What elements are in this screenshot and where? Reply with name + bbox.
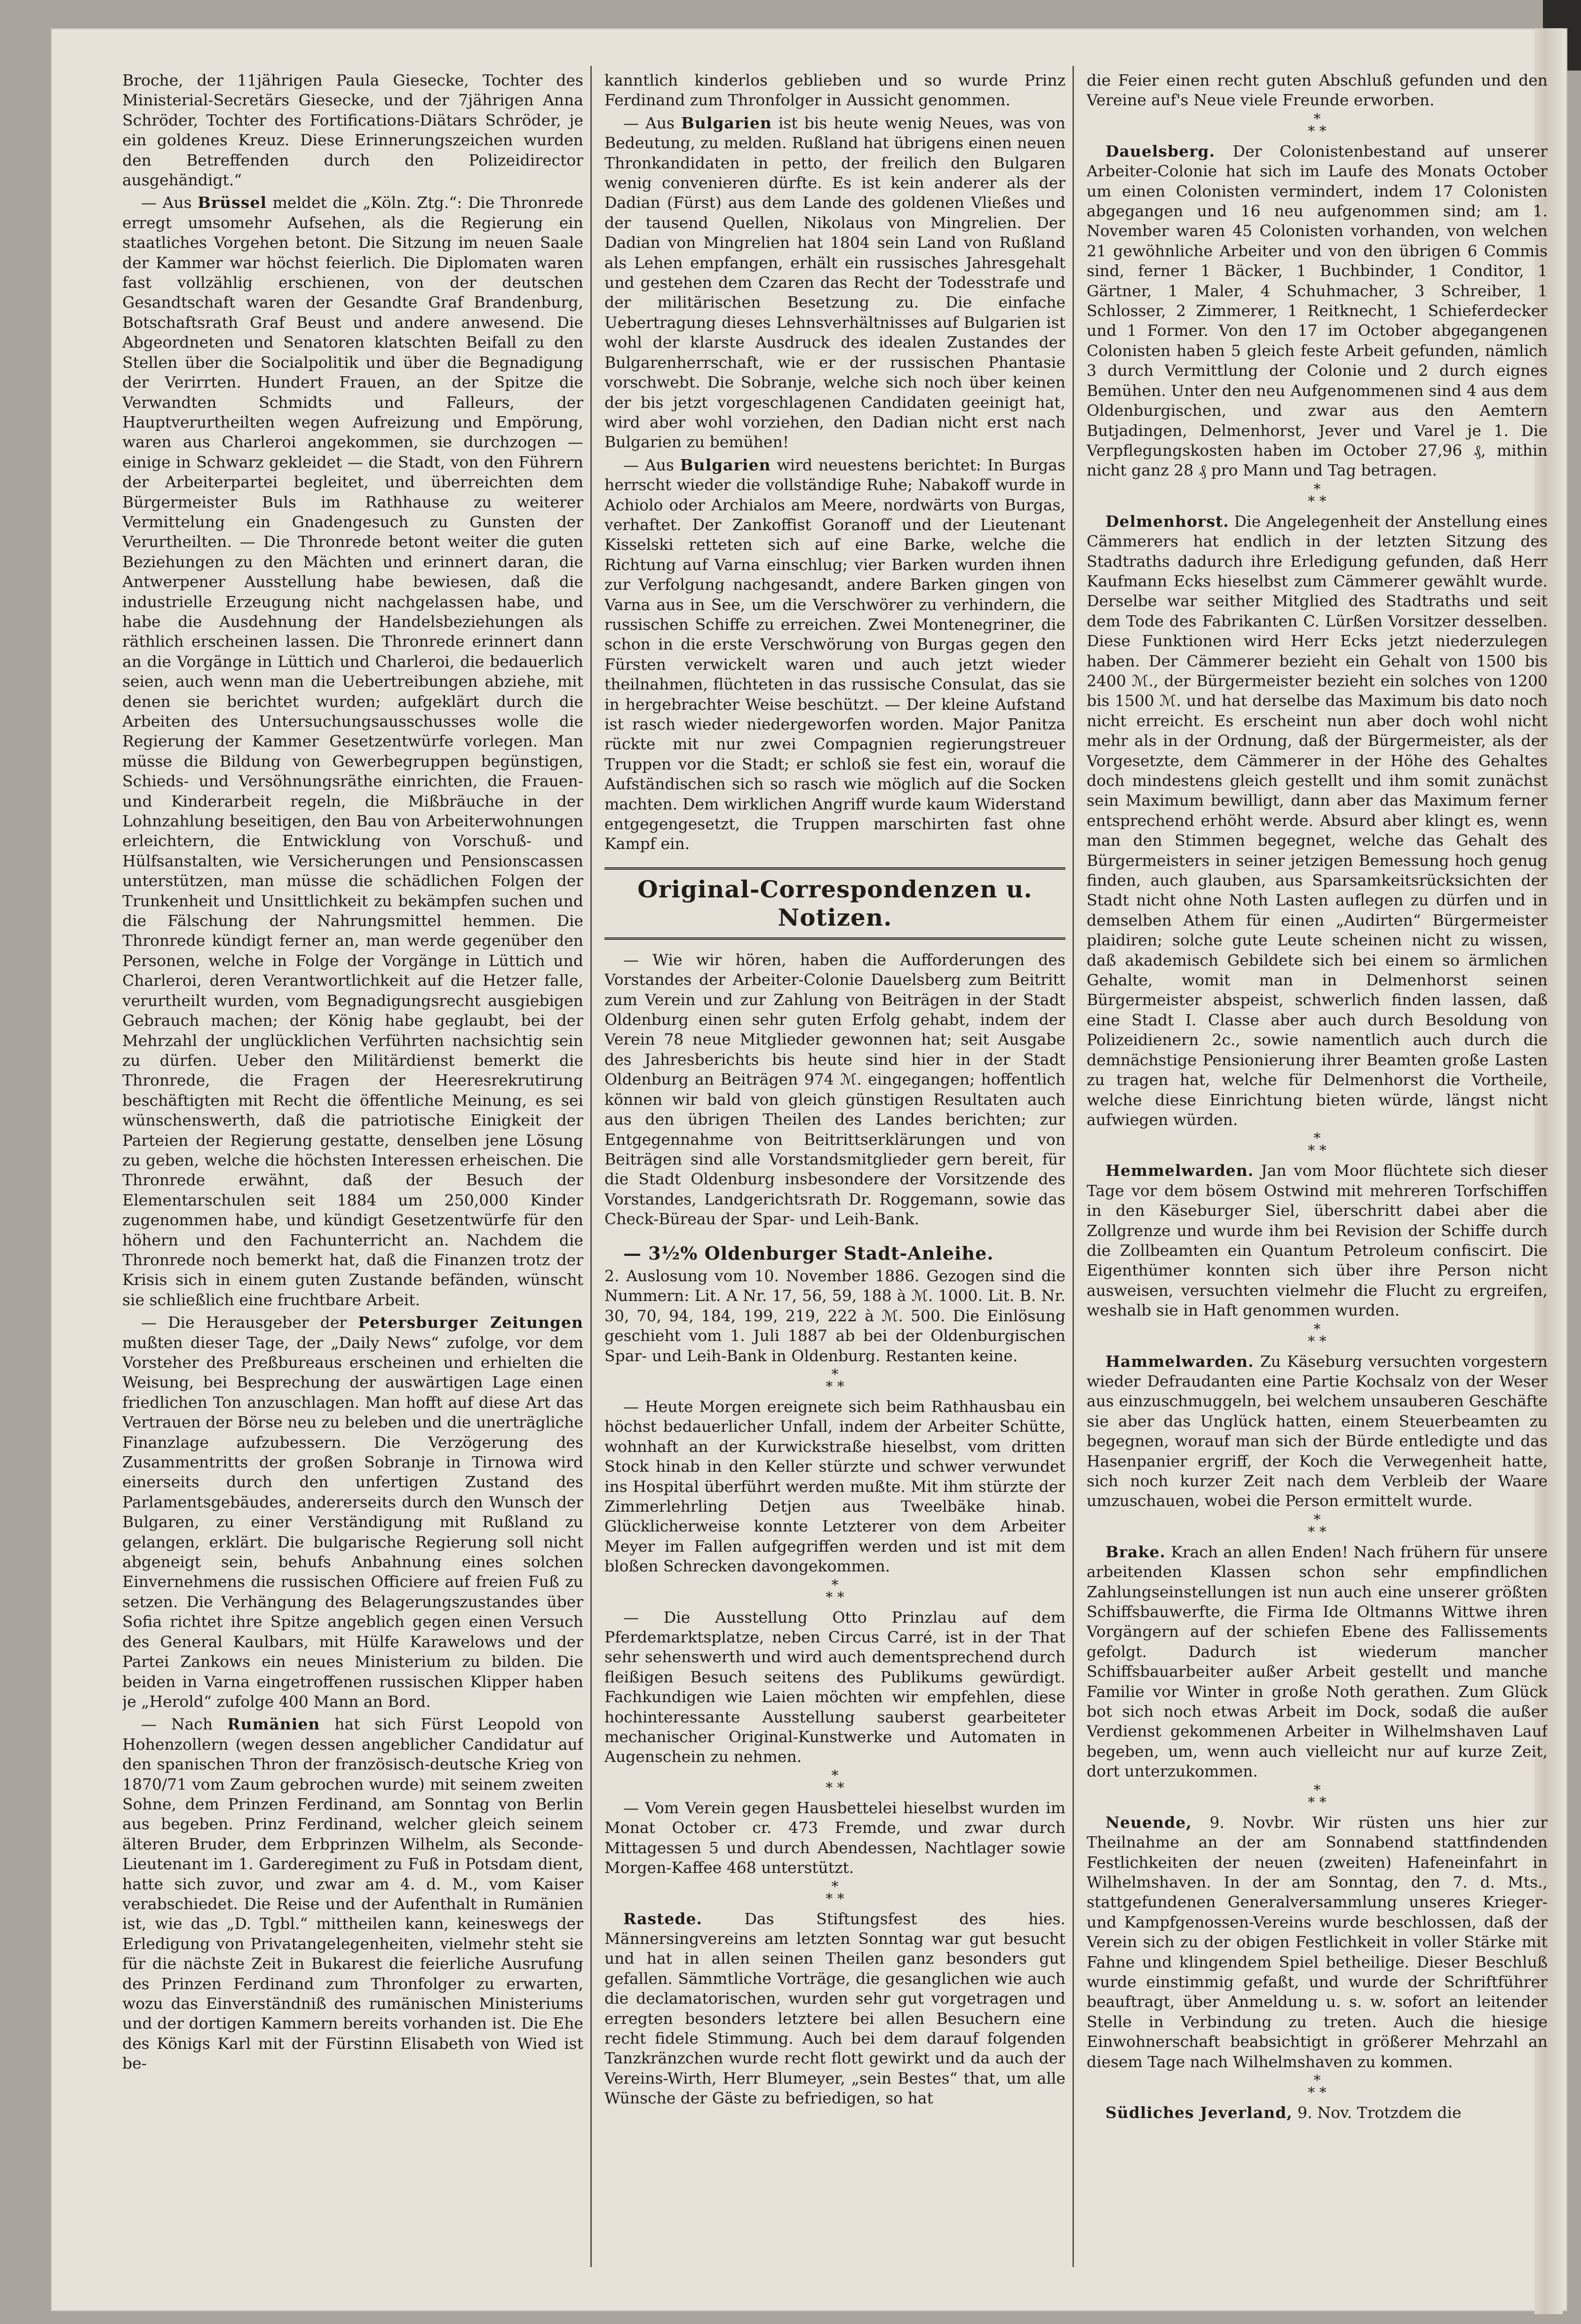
article-rastede: Rastede. Das Stiftungsfest des hies. Männersingvereins am letzten Sonntag war gut besucht und hat in allen seinen Theilen ganz besonders gut gefallen. Sämmtliche Vorträge, die gesanglichen wie auch die declamatorischen, wurden sehr gut vorgetragen und erregten besonders letztere bei allen Besuchern eine recht fidele Stimmung. Auch bei dem darauf folgenden Tanzkränzchen wurde recht flott gewirkt und da auch der Vereins-Wirth, Herr Blumeyer, „sein Bestes“ that, um alle Wünsche der Gäste zu befriedigen, so hat — [604, 1909, 1065, 2108]
article-paragraph: kanntlich kinderlos geblieben und so wurde Prinz Ferdinand zum Thronfolger in Aussicht genommen. — [604, 71, 1065, 110]
article-begging: — Vom Verein gegen Hausbettelei hieselbst wurden im Monat October cr. 473 Fremde, und zwar durch Mittagessen 5 und durch Abendessen, Nachtlager sowie Morgen-Kaffee 468 unterstützt. — [604, 1798, 1065, 1877]
headline-hemmelwarden: Hemmelwarden. — [1105, 1161, 1254, 1180]
article-paragraph: die Feier einen recht guten Abschluß gefunden und den Vereine auf's Neue viele Freunde erworben. — [1087, 71, 1548, 110]
headline-bulgaria: Bulgarien — [680, 455, 771, 474]
separator-stars: * * * — [1308, 111, 1327, 140]
article-brake: Brake. Krach an allen Enden! Nach frühern für unsere arbeitenden Klassen schon sehr empfindlichen Zahlungseinstellungen ist nun auch eine unserer größten Schiffsbauwerfte, die Firma Ide Oltmanns Wittwe ihren Vorgängern auf der schiefen Ebene des Fallissements gefolgt. Dadurch ist wiederum mancher Schiffsbauarbeiter außer Arbeit gestellt und manche Familie vor Winter in große Noth gerathen. Zum Glück bot sich noch etwas Arbeit im Dock, sodaß die außer Verdienst gekommenen Arbeiter in Wilhelmshaven Lauf begeben, um, wenn auch vielleicht nur auf kurze Zeit, dort unterzukommen. — [1087, 1542, 1548, 1781]
headline-delmenhorst: Delmenhorst. — [1105, 512, 1229, 531]
article-exhibition: — Die Ausstellung Otto Prinzlau auf dem Pferdemarktsplatze, neben Circus Carré, ist in der That sehr sehenswerth und wird auch dementsprechend durch fleißigen Besuch seitens des Publikums gewürdigt. Fachkundigen wie Laien möchten wir empfehlen, diese hochinteressante Ausstellung sauberst gearbeiteter mechanischer Original-Kunstwerke und Automaten in Augenschein zu nehmen. — [604, 1608, 1065, 1766]
headline-neuende: Neuende, — [1105, 1813, 1192, 1832]
article-delmenhorst: Delmenhorst. Die Angelegenheit der Anstellung eines Cämmerers hat endlich in der letzten Sitzung des Stadtraths dadurch ihre Erledigung gefunden, daß Herr Kaufmann Ecks hieselbst zum Cämmerer gewählt wurde. Derselbe war seither Mitglied des Stadtraths und seit dem Tode des Fabrikanten C. Lürßen Vorsitzer desselben. Diese Funktionen wird Herr Ecks jetzt niederzulegen haben. Der Cämmerer bezieht ein Gehalt von 1500 bis 2400 ℳ., der Bürgermeister bezieht ein solches von 1200 bis 1500 ℳ. und hat derselbe das Maximum bis dato noch nicht erreicht. Es erscheint nun aber doch wohl nicht mehr als in der Ordnung, daß der Bürgermeister, als der Vorgesetzte, dem Cämmerer in der Höhe des Gehaltes doch mindestens gleich gestellt und ihm somit zunächst sein Maximum bewilligt, dann aber das Maximum ferner entsprechend erhöht werde. Absurd aber klingt es, wenn man den Stimmen begegnet, welche das Gehalt des Bürgermeisters in seiner jetzigen Bemessung hoch genug finden, auch glauben, aus Sparsamkeitsrücksichten der Stadt nicht ohne Noth Lasten auflegen zu dürfen und in demselben Athem für einen „Audirten“ Bürgermeister plaidiren; solche gute Leute scheinen nicht zu wissen, daß akademisch Gebildete sich bei einem so ärmlichen Gehalte, womit man in Delmenhorst seinen Bürgermeister abspeist, schwerlich finden lassen, daß eine Stadt I. Classe aber auch durch Besoldung von Polizeidienern 2c., sowie namentlich auch durch die demnächstige Pensionierung ihrer Beamten große Lasten zu tragen hat, welche für Delmenhorst die Vortheile, welche diese Einrichtung bieten würde, längst nicht aufwiegen würden. — [1087, 512, 1548, 1129]
column-rule — [1073, 66, 1074, 2267]
article-neuende: Neuende, 9. Novbr. Wir rüsten uns hier zur Theilnahme an der am Sonnabend stattfindenden Festlichkeiten der neuen (zweiten) Hafeneinfahrt in Wilhelmshaven. In der am Sonntag, den 7. d. Mts., stattgefundenen Generalversammlung unseres Krieger- und Kampfgenossen-Vereins wurde beschlossen, daß der Verein sich zu der obigen Festlichkeit in voller Stärke mit Fahne und klingendem Spiel betheilige. Dieser Beschluß wurde einstimmig gefaßt, und wurde der Schriftführer beauftragt, über Anmeldung u. s. w. sofort an leitender Stelle in Verbindung zu treten. Auch die hiesige Einwohnerschaft beabsichtigt in größerer Mehrzahl an diesem Tage nach Wilhelmshaven zu kommen. — [1087, 1813, 1548, 2071]
separator-stars: * * * — [1308, 481, 1327, 510]
separator-stars: * * * — [1308, 1130, 1327, 1159]
column-1 — [122, 71, 583, 2244]
article-bulgaria-1: — Aus Bulgarien ist bis heute wenig Neues, was von Bedeutung, zu melden. Rußland hat übrigens einen neuen Thronkandidaten in petto, der freilich den Bulgaren wenig convenieren dürfte. Es ist kein anderer als der Dadian (Fürst) aus dem Lande des goldenen Vließes und der tausend Quellen, Nikolaus von Mingrelien. Der Dadian von Mingrelien hat 1804 sein Land von Rußland als Lehen empfangen, erhält ein russisches Jahresgehalt und gestehen dem Czaren das Recht der Todesstrafe und der militärischen Besetzung zu. Die einfache Uebertragung dieses Lehnsverhältnisses auf Bulgarien ist wohl der klarste Ausdruck des idealen Zustandes der Bulgarenherrschaft, wie er der russischen Phantasie vorschwebt. Die Sobranje, welche sich noch über keinen der bis jetzt vorgeschlagenen Candidaten geeinigt hat, wird aber wohl vorziehen, den Dadian nicht erst nach Bulgarien zu bemühen! — [604, 113, 1065, 452]
separator-stars: * * * — [826, 1577, 844, 1606]
article-hemmelwarden: Hemmelwarden. Jan vom Moor flüchtete sich dieser Tage vor dem bösem Ostwind mit mehreren Torfschiffen in den Käseburger Siel, überschritt dabei aber die Zollgrenze und wurde ihm bei Revision der Schiffe durch die Zollbeamten ein Quantum Petroleum confiscirt. Die Eigenthümer konnten sich über ihre Person nicht ausweisen, versuchten vielmehr die Flucht zu ergreifen, weshalb sie in Haft genommen wurden. — [1087, 1161, 1548, 1320]
headline-hammelwarden: Hammelwarden. — [1105, 1352, 1254, 1371]
article-colony: — Wie wir hören, haben die Aufforderungen des Vorstandes der Arbeiter-Colonie Dauelsberg zum Beitritt zum Verein und zur Zahlung von Beiträgen in der Stadt Oldenburg einen sehr guten Erfolg gehabt, indem der Verein 78 neue Mitglieder gewonnen hat; seit Ausgabe des Jahresberichts bis heute sind hier in der Stadt Oldenburg an Beiträgen 974 ℳ. eingegangen; hoffentlich können wir bald von gleich günstigen Resultaten auch aus den übrigen Theilen des Landes berichten; zur Entgegennahme von Beitrittserklärungen und von Beiträgen sind alle Vorstandsmitglieder gern bereit, für die Stadt Oldenburg insbesondere der Vorsitzende des Vorstandes, Landgerichtsrath Dr. Roggemann, sowie das Check-Büreau der Spar- und Leih-Bank. — [604, 950, 1065, 1229]
separator-stars: * * * — [1308, 1321, 1327, 1350]
article-petersburg: — Die Herausgeber der Petersburger Zeitungen mußten dieser Tage, der „Daily News“ zufolge, vor dem Vorsteher des Preßbureaus erscheinen und erhielten die Weisung, bei Besprechung der auswärtigen Lage einen friedlichen Ton anzuschlagen. Man hofft auf diese Art das Vertrauen der Börse neu zu beleben und die unerträgliche Finanzlage aufzubessern. Die Verzögerung des Zusammentritts der großen Sobranje in Tirnowa wird einerseits durch den unfertigen Zustand des Parlamentsgebäudes, andererseits durch den Wunsch der Bulgaren, zu einer Verständigung mit Rußland zu gelangen, erklärt. Die bulgarische Regierung soll nicht abgeneigt sein, behufs Anbahnung eines solchen Einvernehmens die russischen Officiere auf freien Fuß zu setzen. Die Verhängung des Belagerungszustandes über Sofia richtet ihre Spitze angeblich gegen einen Versuch des General Kaulbars, mit Hülfe Karawelows und der Partei Zankows ein neues Ministerium zu bilden. Die beiden in Varna eingetroffenen russischen Klipper haben je „Herold“ zufolge 400 Mann an Bord. — [122, 1313, 583, 1711]
headline-rastede: Rastede. — [623, 1909, 702, 1928]
article-jeverland: Südliches Jeverland, 9. Nov. Trotzdem die — [1105, 2103, 1462, 2122]
headline-dauelsberg: Dauelsberg. — [1105, 142, 1216, 160]
headline-jeverland: Südliches Jeverland, — [1105, 2103, 1293, 2122]
headline-romania: Rumänien — [227, 1715, 320, 1734]
article-bulgaria-2: — Aus Bulgarien wird neuestens berichtet: In Burgas herrscht wieder die vollständige Ruhe; Nabakoff wurde in Achiolo oder Archialos am Meere, nordwärts von Burgas, verhaftet. Der Zankoffist Goranoff und der Lieutenant Kisselski retteten sich auf eine Barke, welche die Richtung auf Varna einschlug; vier Barken wurden ihnen zur Verfolgung nachgesandt, andere Barken gingen von Varna aus in See, um die Verschwörer zu verhindern, die russischen Schiffe zu erreichen. Zwei Montenegriner, die schon in die erste Verschwörung von Burgas gegen den Fürsten verwickelt waren und auch jetzt wieder theilnahmen, flüchteten in das russische Consulat, das sie in hergebrachter Weise beschützt. — Der kleine Aufstand ist rasch wieder niedergeworfen worden. Major Panitza rückte mit nur zwei Compagnien regierungstreuer Truppen vor die Stadt; er schloß sie fest ein, worauf die Aufständischen sich so rasch wie möglich auf die Socken machten. Dem wirklichen Angriff wurde kaum Widerstand entgegengesetzt, die Truppen marschirten fast ohne Kampf ein. — [604, 455, 1065, 853]
article-dauelsberg: Dauelsberg. Der Colonistenbestand auf unserer Arbeiter-Colonie hat sich im Laufe des Monats October um einen Colonisten vermindert, indem 17 Colonisten abgegangen und 16 neu aufgenommen sind; am 1. November waren 45 Colonisten vorhanden, von welchen 21 gewöhnliche Arbeiter und von den übrigen 6 Commis sind, ferner 1 Bäcker, 1 Buchbinder, 1 Conditor, 1 Gärtner, 1 Maler, 4 Schuhmacher, 3 Schreiber, 1 Schlosser, 2 Zimmerer, 1 Reitknecht, 1 Schieferdecker und 1 Former. Von den 17 im October abgegangenen Colonisten haben 5 gleich feste Arbeit gefunden, nämlich 3 durch Vermittlung der Colonie und 2 durch eignes Bemühen. Unter den neu Aufgenommenen sind 4 aus dem Oldenburgischen, und zwar aus den Aemtern Butjadingen, Delmenhorst, Jever und Varel je 1. Die Verpflegungskosten haben im October 27,96 ₰, mithin nicht ganz 28 ₰ pro Mann und Tag betragen. — [1087, 142, 1548, 480]
article-paragraph: Broche, der 11jährigen Paula Giesecke, Tochter des Ministerial-Secretärs Giesecke, und der 7jährigen Anna Schröder, Tochter des Fortifications-Diätars Schröder, je ein goldenes Kreuz. Diese Erinnerungszeichen wurden den Betreffenden durch den Polizeidirector ausgehändigt.“ — [122, 71, 583, 190]
headline-bulgaria: Bulgarien — [681, 113, 772, 132]
separator-stars: * * * — [1308, 1511, 1327, 1540]
separator-stars: * * * — [826, 1878, 844, 1907]
article-loan: 2. Auslosung vom 10. November 1886. Gezogen sind die Nummern: Lit. A Nr. 17, 56, 59, 188 à ℳ. 1000. Lit. B. Nr. 30, 70, 94, 184, 199, 219, 222 à ℳ. 500. Die Einlösung geschieht vom 1. Juli 1887 ab bei der Oldenburgischen Spar- und Leih-Bank in Oldenburg. Restanten keine. — [604, 1266, 1065, 1365]
headline-petersburg: Petersburger Zeitungen — [358, 1313, 583, 1332]
headline-brake: Brake. — [1105, 1542, 1166, 1561]
headline-loan: — 3½% Oldenburger Stadt-Anleihe. — [623, 1242, 994, 1264]
column-2 — [604, 71, 1065, 2244]
article-hammelwarden: Hammelwarden. Zu Käseburg versuchten vorgestern wieder Defraudanten eine Partie Kochsalz von der Weser aus einzuschmuggeln, bei welchem unsauberen Geschäfte sie aber das Unglück hatten, einem Steuerbeamten zu begegnen, worauf man sich der Bürde entledigte und das Hasenpanier ergriff, der Koch die Verwegenheit hatte, sich noch kurzer Zeit nach dem Verbleib der Waare umzuschauen, wobei die Person ermittelt wurde. — [1087, 1352, 1548, 1510]
article-brussels: — Aus Brüssel meldet die „Köln. Ztg.“: Die Thronrede erregt umsomehr Aufsehen, als die Regierung ein staatliches Vorgehen betont. Die Sitzung im neuen Saale der Kammer war höchst feierlich. Die Diplomaten waren fast vollzählig erschienen, von der deutschen Gesandtschaft waren der Gesandte Graf Brandenburg, Botschaftsrath Graf Beust und andere anwesend. Die Abgeordneten und Senatoren klatschten Beifall zu den Stellen über die Socialpolitik und über die Begnadigung der Verirrten. Hundert Frauen, an der Spitze die Verwandten Schmidts und Falleurs, der Hauptverurtheilten wegen Aufreizung und Empörung, waren aus Charleroi angekommen, sie durchzogen — einige in Schwarz gekleidet — die Stadt, von den Führern der Arbeiterpartei begleitet, und überreichten dem Bürgermeister Buls im Rathhause zu weiterer Vermittelung ein Gnadengesuch zu Gunsten der Verurtheilten. — Die Thronrede betont weiter die guten Beziehungen zu den Mächten und erinnert daran, die Antwerpener Ausstellung habe bewiesen, daß die industrielle Erzeugung nicht nachgelassen habe, und habe die Ausdehnung der Handelsbeziehungen als räthlich erscheinen lassen. Die Thronrede erinnert dann an die Vorgänge in Lüttich und Charleroi, die bedauerlich seien, auch wenn man die Uebertreibungen abziehe, mit denen sie berichtet wurden; aufgeklärt durch die Arbeiten des Untersuchungsausschusses wolle die Regierung der Kammer Gesetzentwürfe vorlegen. Man müsse die Bildung von Gewerbegruppen begünstigen, Schieds- und Versöhnungsräthe einrichten, die Frauen- und Kinderarbeit regeln, die Mißbräuche in der Lohnzahlung beseitigen, den Bau von Arbeiterwohnungen erleichtern, die Entwicklung von Vorschuß- und Hülfsanstalten, wie Versicherungen und Pensionscassen unterstützen, man müsse die schädlichen Folgen der Trunkenheit und Unsittlichkeit zu bekämpfen suchen und die Fälschung der Nahrungsmittel hemmen. Die Thronrede kündigt ferner an, man werde gegenüber den Personen, welche in Folge der Vorgänge in Lüttich und Charleroi, deren Verantwortlichkeit auf die Hetzer falle, verurtheilt wurden, vom Begnadigungsrecht ausgiebigen Gebrauch machen; der König habe geglaubt, bei der Mehrzahl der unglücklichen Verführten nachsichtig sein zu dürfen. Ueber den Militärdienst bemerkt die Thronrede, die Fragen der Heeresrekrutirung beschäftigten mit Recht die öffentliche Meinung, es sei wünschenswerth, daß die patriotische Einigkeit der Parteien der Regierung gestatte, denselben jene Lösung zu geben, welche die höchsten Interessen erheischen. Die Thronrede erwähnt, daß der Besuch der Elementarschulen seit 1884 um 250,000 Kinder zugenommen habe, und kündigt Gesetzentwürfe für den höhern und den Fachunterricht an. Nachdem die Thronrede noch bemerkt hat, daß die Finanzen trotz der Krisis sich in einem guten Zustande befänden, wünscht sie schließlich eine fruchtbare Arbeit. — [122, 193, 583, 1309]
separator-stars: * * * — [1308, 1782, 1327, 1811]
headline-brussels: Brüssel — [198, 193, 267, 212]
section-title: Original-Correspondenzen u. Notizen. — [604, 867, 1065, 940]
separator-stars: * * * — [1308, 2072, 1327, 2101]
separator-stars: * * * — [826, 1767, 844, 1796]
column-rule — [590, 66, 592, 2267]
column-3 — [1087, 71, 1548, 2244]
separator-stars: * * * — [826, 1366, 844, 1395]
article-accident: — Heute Morgen ereignete sich beim Rathhausbau ein höchst bedauerlicher Unfall, indem der Arbeiter Schütte, wohnhaft an der Kurwickstraße hieselbst, vom dritten Stock hinab in den Keller stürzte und schwer verwundet ins Hospital überführt werden mußte. Mit ihm stürzte der Zimmerlehrling Detjen aus Tweelbäke hinab. Glücklicherweise konnte Letzterer von dem Arbeiter Meyer im Fallen aufgegriffen werden und ist mit dem bloßen Schrecken davongekommen. — [604, 1397, 1065, 1576]
article-romania: — Nach Rumänien hat sich Fürst Leopold von Hohenzollern (wegen dessen angeblicher Candidatur auf den spanischen Thron der französisch-deutsche Krieg von 1870/71 vom Zaum gebrochen wurde) mit seinem zweiten Sohne, dem Prinzen Ferdinand, am Sonntag von Berlin aus begeben. Prinz Ferdinand, welcher gleich seinem älteren Bruder, dem Erbprinzen Wilhelm, als Seconde-Lieutenant im 1. Garderegiment zu Fuß in Potsdam dient, hatte sich zuvor, und zwar am 4. d. M., vom Kaiser verabschiedet. Die Reise und der Aufenthalt in Rumänien ist, wie das „D. Tgbl.“ mittheilen kann, keineswegs der Erledigung von Privatangelegenheiten, vielmehr steht sie für die nächste Zeit in Bukarest die feierliche Ausrufung des Prinzen Ferdinand zum Thronfolger zu erwarten, wozu das Einverständniß des rumänischen Ministeriums und der dortigen Kammern bereits vorhanden ist. Die Ehe des Königs Karl mit der Fürstinn Elisabeth von Wied ist be- — [122, 1715, 583, 2073]
